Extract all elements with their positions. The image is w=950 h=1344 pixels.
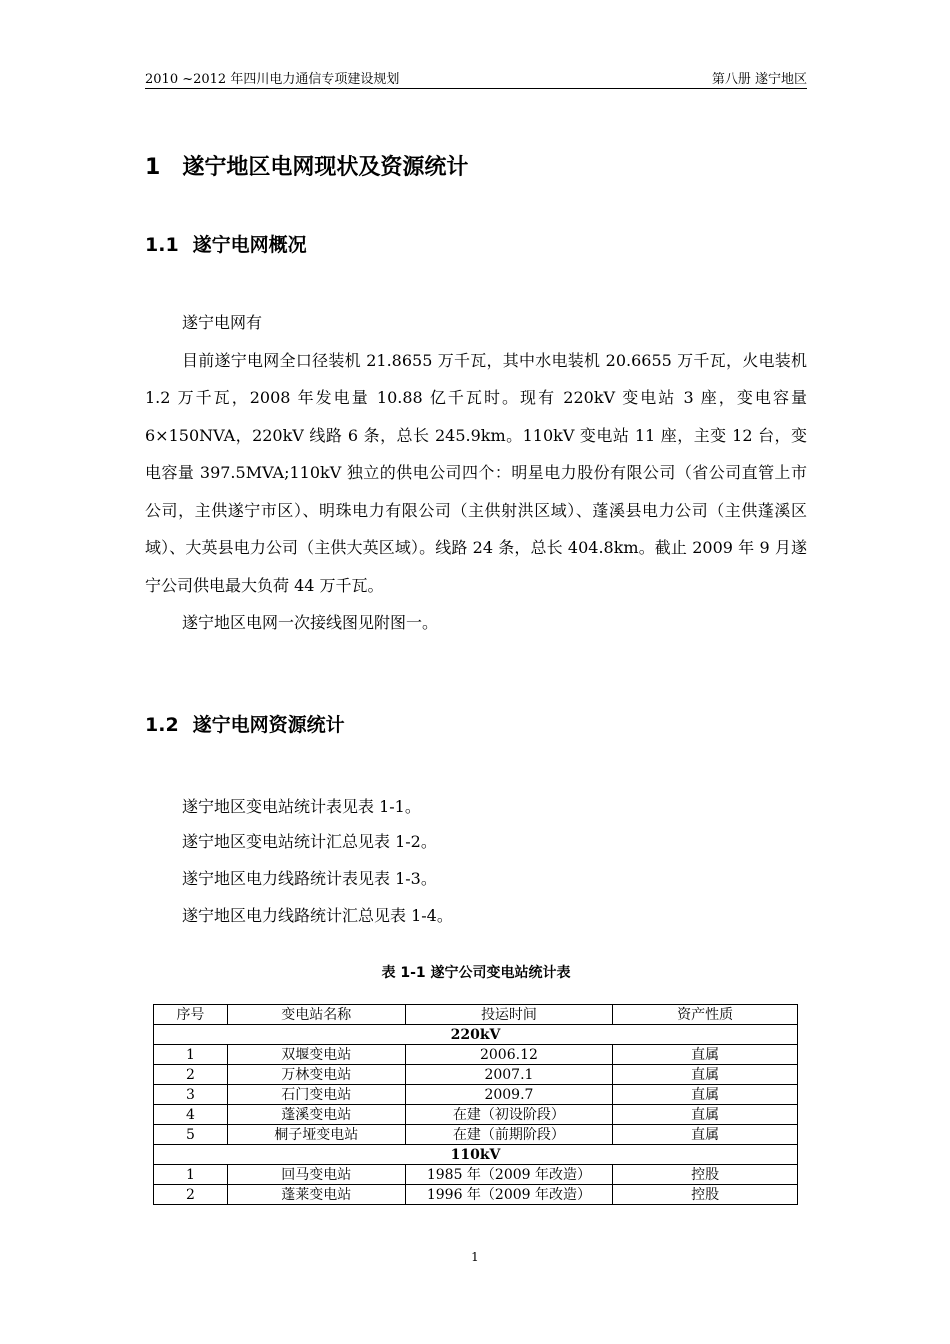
table-cell: 控股 [613, 1185, 798, 1205]
page-number: 1 [471, 1250, 479, 1264]
table-cell: 石门变电站 [227, 1085, 405, 1105]
section-heading-1-2 [145, 710, 345, 737]
table-header-cell: 投运时间 [405, 1005, 613, 1025]
table-cell: 控股 [613, 1165, 798, 1185]
table-header-row [154, 1005, 798, 1025]
chapter-title: 遂宁地区电网现状及资源统计 [182, 155, 469, 180]
table-row [154, 1125, 798, 1145]
paragraph-line: 遂宁地区电力线路统计汇总见表 1-4。 [182, 906, 453, 925]
table-cell: 4 [154, 1105, 228, 1125]
section-number: 1.1 [145, 234, 179, 256]
section-1-1-body [145, 304, 807, 642]
table-cell: 3 [154, 1085, 228, 1105]
table-cell: 1 [154, 1045, 228, 1065]
table-cell: 直属 [613, 1105, 798, 1125]
table-cell: 2 [154, 1065, 228, 1085]
table-header-cell: 资产性质 [613, 1005, 798, 1025]
table-header-cell: 序号 [154, 1005, 228, 1025]
paragraph-line: 遂宁地区变电站统计汇总见表 1-2。 [182, 832, 437, 851]
table-cell: 蓬溪变电站 [227, 1105, 405, 1125]
table-row [154, 1065, 798, 1085]
header-volume: 第八册 遂宁地区 [711, 72, 807, 87]
table-cell: 1 [154, 1165, 228, 1185]
table-cell: 在建（初设阶段） [405, 1105, 613, 1125]
table-cell: 2 [154, 1185, 228, 1205]
table-cell: 直属 [613, 1065, 798, 1085]
section-title: 遂宁电网概况 [192, 234, 307, 256]
voltage-level-label: 110kV [154, 1145, 798, 1165]
table-header-cell: 变电站名称 [227, 1005, 405, 1025]
table-cell: 回马变电站 [227, 1165, 405, 1185]
header-doc-title: 2010 ~2012 年四川电力通信专项建设规划 [145, 72, 400, 87]
table-cell: 直属 [613, 1085, 798, 1105]
table-row [154, 1085, 798, 1105]
paragraph: 遂宁地区电网一次接线图见附图一。 [182, 613, 439, 632]
section-title: 遂宁电网资源统计 [192, 714, 345, 736]
paragraph-line: 遂宁地区电力线路统计表见表 1-3。 [182, 869, 437, 888]
chapter-number: 1 [145, 155, 161, 180]
table-cell: 2009.7 [405, 1085, 613, 1105]
section-number: 1.2 [145, 714, 179, 736]
section-heading-1-1 [145, 230, 307, 257]
table-row [154, 1045, 798, 1065]
table-section-row [154, 1025, 798, 1045]
table-cell: 5 [154, 1125, 228, 1145]
table-cell: 2007.1 [405, 1065, 613, 1085]
table-cell: 2006.12 [405, 1045, 613, 1065]
paragraph: 目前遂宁电网全口径装机 21.8655 万千瓦，其中水电装机 20.6655 万千瓦，火电装机 1.2 万千瓦，2008 年发电量 10.88 亿千瓦时。现有 220kV 变电站 3 座，变电容量 6×150NVA，220kV 线路 6 条，总长 245.9km。110kV 变电站 11 座，主变 12 台，变电容量 397.5MVA;110kV 独立的供电公司四个：明星电力股份有限公司（省公司直管上市公司，主供遂宁市区）、明珠电力有限公司（主供射洪区域）、蓬溪县电力公司（主供蓬溪区域）、大英县电力公司（主供大英区域）。线路 24 条，总长 404.8km。截止 2009 年 9 月遂宁公司供电最大负荷 44 万千瓦。 [145, 350, 807, 595]
paragraph-line: 遂宁地区变电站统计表见表 1-1。 [182, 797, 421, 816]
table-cell: 在建（前期阶段） [405, 1125, 613, 1145]
table-cell: 直属 [613, 1125, 798, 1145]
page-header [145, 66, 807, 89]
table-cell: 1996 年（2009 年改造） [405, 1185, 613, 1205]
table-cell: 万林变电站 [227, 1065, 405, 1085]
table-row [154, 1165, 798, 1185]
table-caption: 表 1-1 遂宁公司变电站统计表 [381, 965, 571, 981]
paragraph: 遂宁电网有 [182, 313, 263, 332]
chapter-heading [145, 150, 468, 181]
voltage-level-label: 220kV [154, 1025, 798, 1045]
table-cell: 直属 [613, 1045, 798, 1065]
table-row [154, 1105, 798, 1125]
table-section-row [154, 1145, 798, 1165]
table-cell: 1985 年（2009 年改造） [405, 1165, 613, 1185]
table-cell: 双堰变电站 [227, 1045, 405, 1065]
table-row [154, 1185, 798, 1205]
table-cell: 桐子垭变电站 [227, 1125, 405, 1145]
table-cell: 蓬莱变电站 [227, 1185, 405, 1205]
substation-table [153, 1004, 798, 1205]
